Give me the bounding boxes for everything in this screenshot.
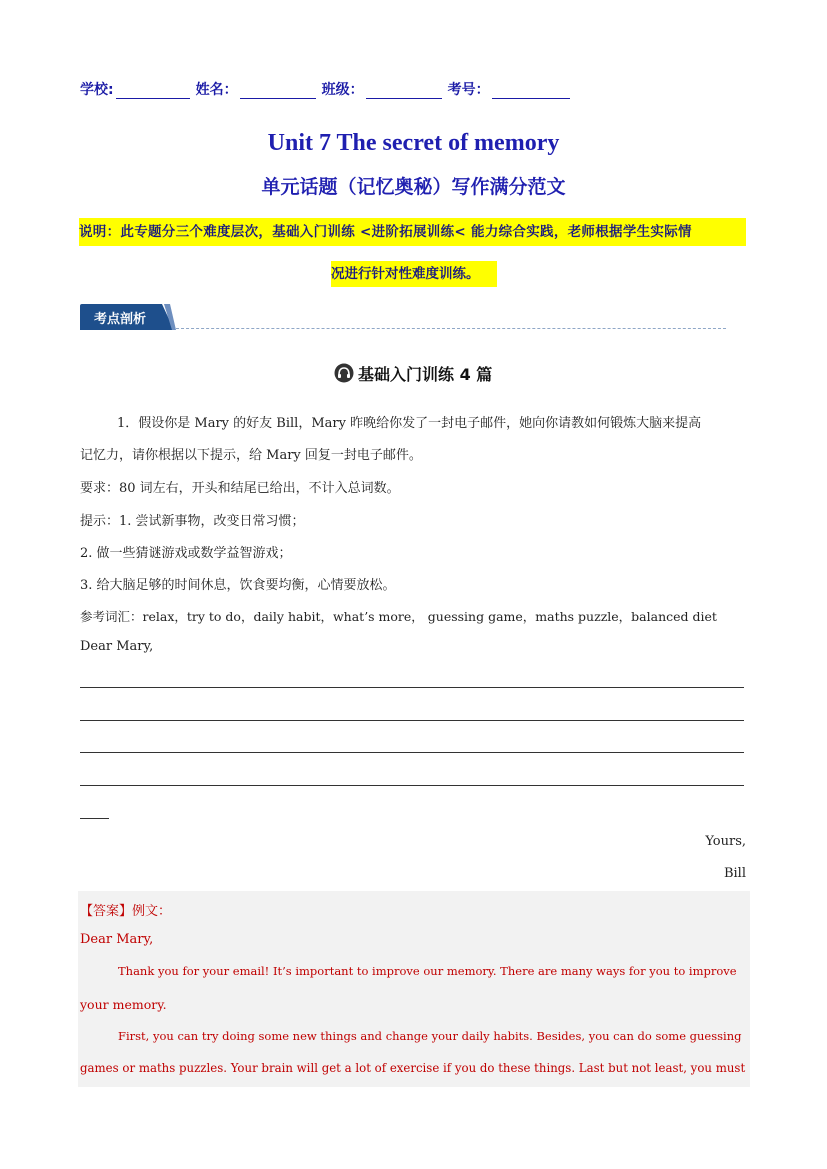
sub-heading-text: 基础入门训练 4 篇	[358, 364, 493, 384]
signature-text: Bill	[723, 866, 746, 881]
class-label: 班级：	[321, 82, 364, 98]
answer-box	[78, 891, 750, 1087]
question-hint-3: 3. 给大脑足够的时间休息，饮食要均衡，心情要放松。	[80, 578, 396, 593]
answer-p1-line1: Thank you for your email! It’s important to improve our memory. There are many ways for you to improve	[118, 964, 737, 978]
notice-line-2: 况进行针对性难度训练。	[331, 261, 497, 287]
title-english: Unit 7 The secret of memory	[267, 130, 560, 156]
writing-line[interactable]	[80, 785, 744, 786]
exam-no-field	[448, 79, 570, 99]
closing-text: Yours,	[705, 834, 746, 849]
question-hint-2: 2. 做一些猜谜游戏或数学益智游戏；	[80, 546, 292, 561]
question-line-2: 记忆力，请你根据以下提示，给 Mary 回复一封电子邮件。	[80, 448, 422, 463]
class-blank	[366, 84, 442, 99]
title-chinese: 单元话题（记忆奥秘）写作满分范文	[261, 176, 566, 198]
sub-heading	[334, 360, 492, 386]
section-tab-label: 考点剖析	[94, 312, 147, 327]
school-field	[80, 79, 190, 99]
student-info-row	[80, 79, 576, 99]
question-greeting: Dear Mary,	[80, 639, 154, 654]
answer-p1-line2: your memory.	[80, 997, 167, 1012]
question-requirement: 要求：80 词左右，开头和结尾已给出，不计入总词数。	[80, 481, 400, 496]
writing-line[interactable]	[80, 752, 744, 753]
school-label: 学校:	[80, 82, 114, 98]
exam-no-blank	[492, 84, 570, 99]
answer-tag: 【答案】例文：	[80, 904, 172, 919]
writing-line[interactable]	[80, 720, 744, 721]
answer-p2-line1: First, you can try doing some new things and change your daily habits. Besides, you can do some guessing	[118, 1029, 742, 1043]
school-blank	[116, 84, 190, 99]
notice-line-1: 说明：此专题分三个难度层次，基础入门训练 <进阶拓展训练< 能力综合实践，老师根据学生实际情	[79, 218, 746, 246]
name-blank	[240, 84, 316, 99]
name-field	[196, 79, 316, 99]
answer-p2-line2: games or maths puzzles. Your brain will get a lot of exercise if you do these things. Last but not least, you must	[80, 1061, 746, 1075]
writing-line-short[interactable]	[80, 818, 109, 819]
section-tab	[80, 304, 176, 330]
question-line-1: 1．假设你是 Mary 的好友 Bill，Mary 昨晚给你发了一封电子邮件，她向你请教如何锻炼大脑来提高	[117, 416, 702, 431]
headset-icon	[334, 363, 354, 383]
answer-greeting: Dear Mary,	[80, 932, 154, 947]
writing-line[interactable]	[80, 687, 744, 688]
exam-no-label: 考号：	[447, 82, 490, 98]
section-divider	[176, 328, 726, 329]
question-vocab: 参考词汇：relax，try to do，daily habit，what’s more， guessing game，maths puzzle，balanced diet	[80, 609, 717, 624]
name-label: 姓名：	[195, 82, 238, 98]
question-hint-1: 提示：1. 尝试新事物，改变日常习惯；	[80, 514, 305, 529]
class-field	[322, 79, 442, 99]
